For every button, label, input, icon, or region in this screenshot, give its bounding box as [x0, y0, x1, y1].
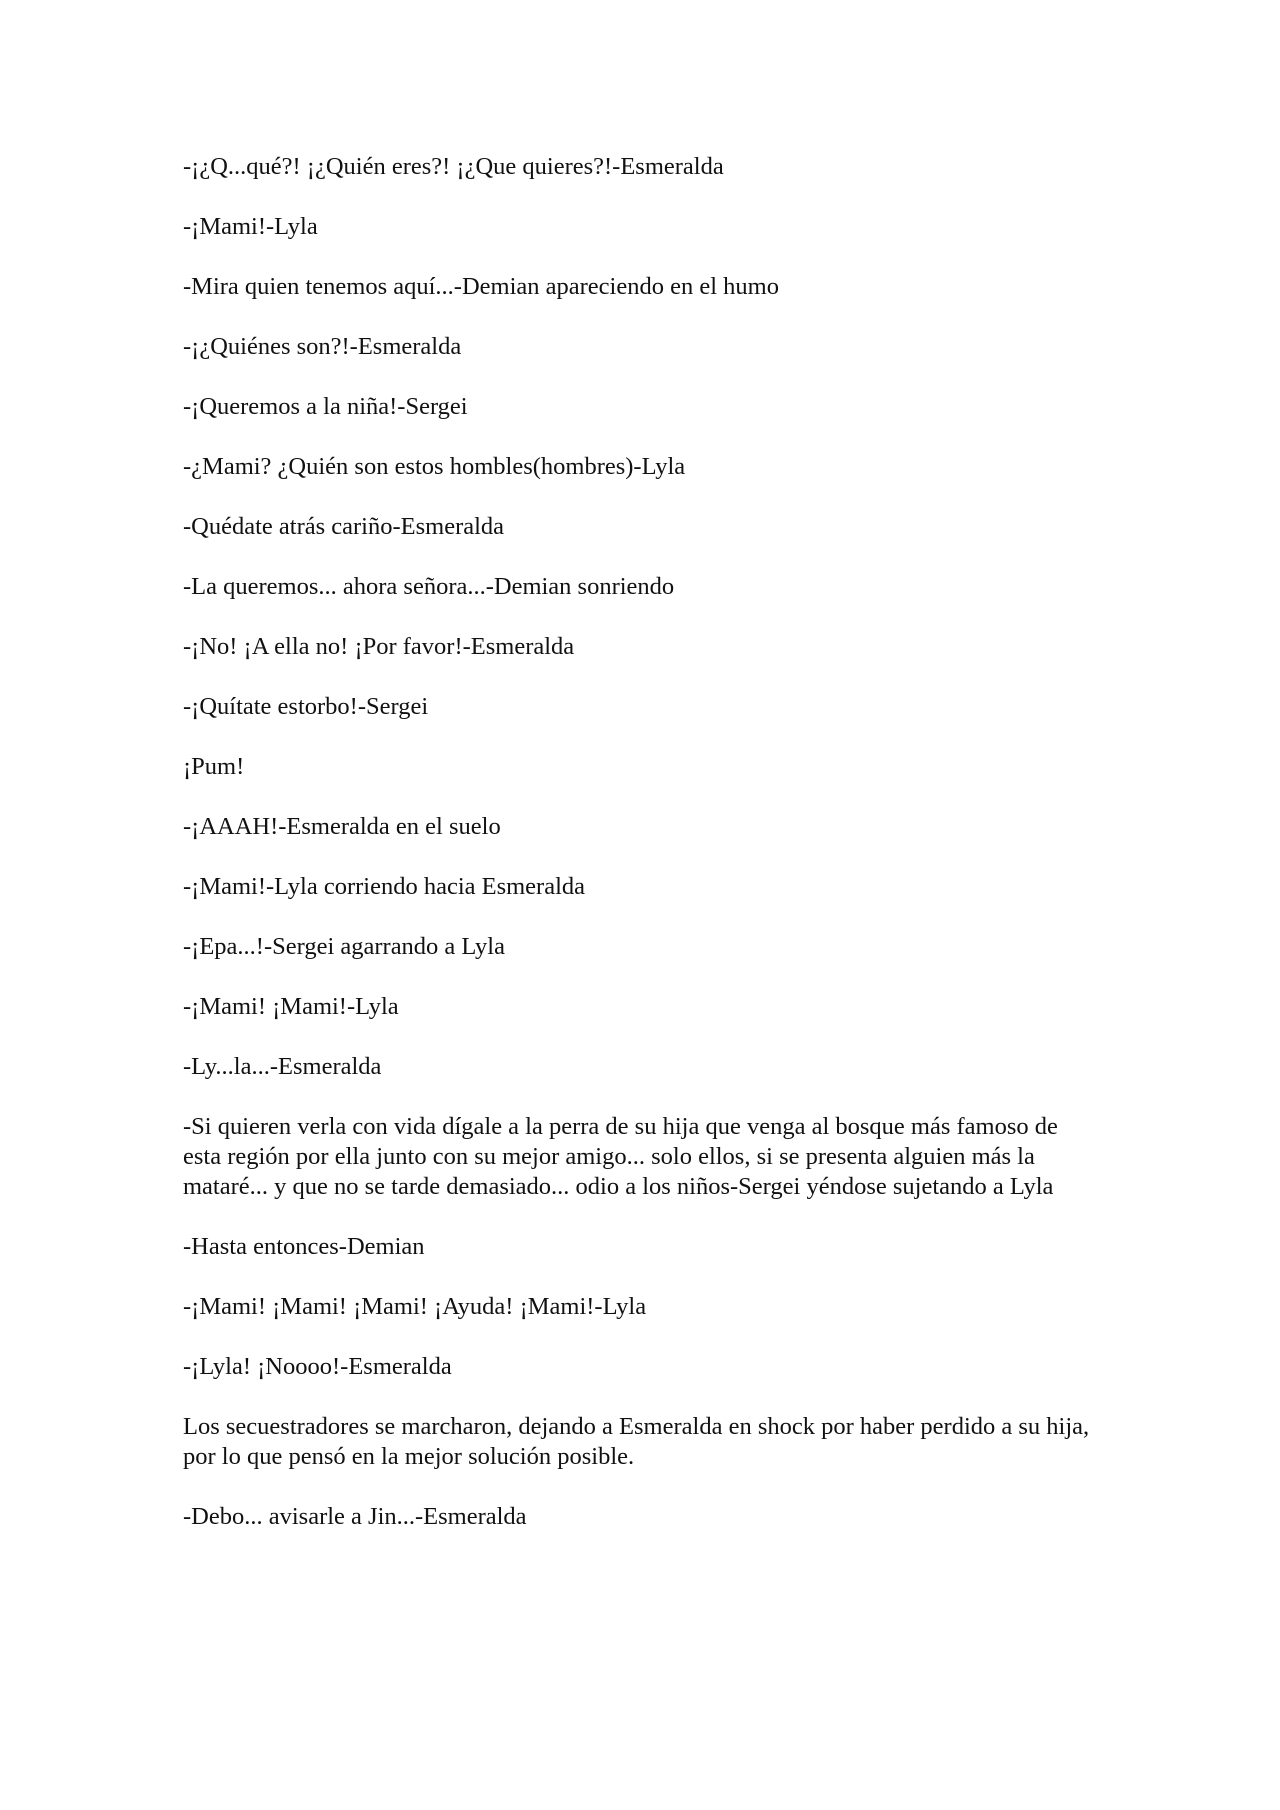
document-body — [183, 152, 1093, 1562]
paragraph: Los secuestradores se marcharon, dejando a Esmeralda en shock por haber perdido a su hija, por lo que pensó en la mejor solución posible. — [183, 1413, 1090, 1470]
paragraph: -¡Epa...!-Sergei agarrando a Lyla — [183, 933, 505, 960]
paragraph: -¡Mami!-Lyla corriendo hacia Esmeralda — [183, 873, 586, 900]
paragraph: -¡Mami! ¡Mami! ¡Mami! ¡Ayuda! ¡Mami!-Lyla — [183, 1293, 647, 1320]
paragraph: -¡Queremos a la niña!-Sergei — [183, 393, 468, 420]
paragraph: -¡Quítate estorbo!-Sergei — [183, 693, 429, 720]
paragraph: -¡¿Q...qué?! ¡¿Quién eres?! ¡¿Que quieres?!-Esmeralda — [183, 153, 724, 180]
paragraph: -La queremos... ahora señora...-Demian sonriendo — [183, 573, 675, 600]
paragraph: ¡Pum! — [183, 753, 245, 780]
paragraph: -Debo... avisarle a Jin...-Esmeralda — [183, 1503, 527, 1530]
paragraph: -¡Mami! ¡Mami!-Lyla — [183, 993, 399, 1020]
paragraph: -¡¿Quiénes son?!-Esmeralda — [183, 333, 462, 360]
paragraph: -¿Mami? ¿Quién son estos hombles(hombres)-Lyla — [183, 453, 686, 480]
paragraph: -¡Lyla! ¡Noooo!-Esmeralda — [183, 1353, 452, 1380]
paragraph: -Ly...la...-Esmeralda — [183, 1053, 382, 1080]
paragraph: -¡AAAH!-Esmeralda en el suelo — [183, 813, 501, 840]
paragraph: -¡Mami!-Lyla — [183, 213, 318, 240]
paragraph: -Quédate atrás cariño-Esmeralda — [183, 513, 505, 540]
paragraph: -Mira quien tenemos aquí...-Demian apareciendo en el humo — [183, 273, 779, 300]
paragraph: -Si quieren verla con vida dígale a la perra de su hija que venga al bosque más famoso de esta región por ella junto con su mejor amigo... solo ellos, si se presenta alguien más la mataré... y que no se tarde demasiado... odio a los niños-Sergei yéndose sujetando a Lyla — [183, 1113, 1058, 1200]
paragraph: -¡No! ¡A ella no! ¡Por favor!-Esmeralda — [183, 633, 575, 660]
paragraph: -Hasta entonces-Demian — [183, 1233, 425, 1260]
